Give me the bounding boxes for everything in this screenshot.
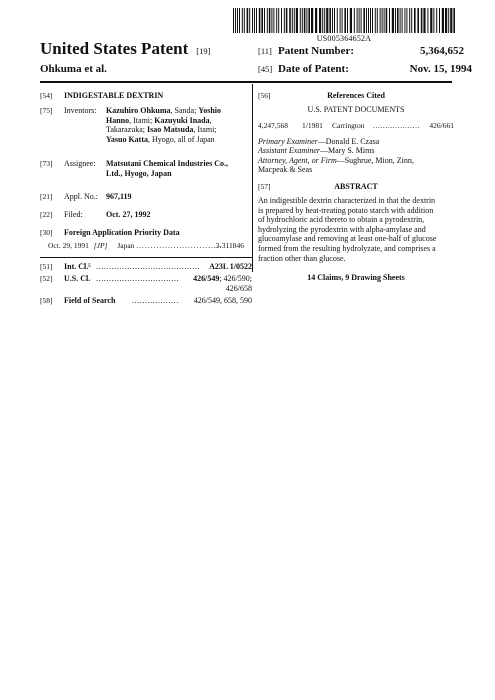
filed-field: [40, 210, 240, 222]
inventor-short: Ohkuma et al.: [40, 63, 107, 75]
barcode-bar: [436, 8, 437, 33]
patent-number-tag: [11]: [258, 46, 272, 56]
attorney-line-2: Macpeak & Seas: [258, 165, 313, 175]
barcode-bar: [261, 8, 263, 33]
assignee-field: [40, 159, 240, 184]
barcode-bar: [252, 8, 253, 33]
barcode-bar: [395, 8, 396, 33]
reference-number: 4,247,568: [258, 120, 288, 130]
barcode-bar: [237, 8, 238, 33]
barcode-bar: [247, 8, 249, 33]
barcode-bar: [402, 8, 403, 33]
barcode-bar: [286, 8, 288, 33]
barcode-bar: [361, 8, 362, 33]
abstract-line: formed from the resulting hydrolyzate, and comprises a: [258, 243, 436, 253]
barcode-bar: [386, 8, 388, 33]
barcode-bar: [421, 8, 423, 33]
barcode-bar: [276, 8, 277, 33]
int-cl-label: Int. Cl.⁵: [64, 262, 91, 271]
title-tag: [19]: [196, 46, 211, 56]
field-tag: [56]: [258, 91, 271, 100]
barcode-bar: [404, 8, 405, 33]
foreign-priority-field: [40, 228, 244, 254]
barcode-bar: [375, 8, 376, 33]
patent-number-label: Patent Number:: [278, 45, 355, 57]
barcode-bar: [235, 8, 236, 33]
us-cl-field: [52] U.S. Cl. ................................ 426/549; 426/590; 426/658: [40, 274, 252, 293]
barcode-bar: [433, 8, 434, 33]
foreign-priority-row: Oct. 29, 1991 [JP] Japan .............................. 3-311846: [48, 241, 244, 250]
appl-no-value: 967,119: [106, 192, 132, 201]
us-cl-label: U.S. Cl.: [64, 274, 91, 283]
barcode-bar: [372, 8, 373, 33]
field-tag: [73]: [40, 159, 53, 168]
field-tag: [52]: [40, 274, 53, 283]
barcode-bar: [337, 8, 338, 33]
references-subheading: U.S. PATENT DOCUMENTS: [307, 105, 405, 114]
barcode-bar: [273, 8, 274, 33]
barcode-bar: [389, 8, 390, 33]
barcode-bar: [284, 8, 285, 33]
barcode-bar: [439, 8, 440, 33]
barcode-bar: [306, 8, 307, 33]
field-tag: [21]: [40, 192, 53, 201]
date-of-patent-row: [258, 63, 472, 75]
patent-date: Nov. 15, 1994: [409, 63, 472, 75]
references-heading-row: [258, 91, 454, 103]
barcode-bar: [329, 8, 331, 33]
barcode-bar: [239, 8, 240, 33]
us-cl-value-2: 426/658: [225, 284, 252, 293]
inventor-line: Yasuo Katta, Hyogo, all of Japan: [106, 134, 215, 144]
barcode-bar: [382, 8, 383, 33]
barcode-bar: [242, 8, 243, 33]
appl-no-field: [40, 192, 240, 204]
abstract-heading-row: [258, 182, 454, 194]
field-tag: [30]: [40, 228, 53, 237]
barcode-bar: [311, 8, 313, 33]
barcode-bar: [409, 8, 410, 33]
foreign-heading: Foreign Application Priority Data: [64, 228, 180, 237]
barcode-bar: [359, 8, 360, 33]
barcode-bar: [417, 8, 419, 33]
barcode-bar: [340, 8, 341, 33]
barcode-bar: [302, 8, 303, 33]
barcode-bar: [254, 8, 255, 33]
barcode-bar: [380, 8, 381, 33]
barcode-bar: [334, 8, 335, 33]
patent-number: 5,364,652: [420, 45, 464, 57]
right-column: [258, 91, 454, 283]
appl-no-label: Appl. No.:: [64, 192, 98, 201]
barcode-bar: [256, 8, 257, 33]
barcode-bar: [315, 8, 317, 33]
abstract-line: glucoamylase and removing at least one-half of glucose: [258, 234, 437, 244]
barcode-bar: [430, 8, 432, 33]
barcode-bar: [363, 8, 365, 33]
int-cl-field: [51] Int. Cl.⁵ ........................................ A23L 1/0522: [40, 262, 252, 271]
column-divider: [252, 84, 253, 272]
barcode-bar: [453, 8, 455, 33]
barcode-bar: [300, 8, 301, 33]
barcode-bar: [278, 8, 279, 33]
date-tag: [45]: [258, 64, 273, 74]
int-cl-value: A23L 1/0522: [209, 262, 252, 271]
abstract-line: An indigestible dextrin characterized in that the dextrin: [258, 195, 436, 205]
barcode-bar: [354, 8, 355, 33]
barcode-bar: [324, 8, 325, 33]
reference-class: 426/661: [429, 120, 454, 130]
barcode-number: US005364652A: [316, 34, 372, 43]
barcode-bar: [322, 8, 323, 33]
field-of-search: [58] Field of Search .................. 426/549, 658, 590: [40, 296, 252, 305]
barcode-bar: [233, 8, 234, 33]
inventor-line: Kazuhiro Ohkuma, Sanda; Yoshio: [106, 106, 222, 115]
reference-date: 1/1981: [302, 120, 323, 130]
barcode-bar: [259, 8, 261, 33]
barcode-bar: [271, 8, 272, 33]
barcode-bar: [357, 8, 358, 33]
abstract-line: of hydrochloric acid thereto to obtain a pyrodextrin,: [258, 215, 425, 225]
barcode-bar: [249, 8, 250, 33]
search-label: Field of Search: [64, 296, 116, 305]
us-cl-value: 426/549: [193, 274, 220, 283]
barcode-bar: [370, 8, 371, 33]
abstract-body: [258, 196, 454, 263]
assignee-location: Ltd., Hyogo, Japan: [106, 168, 172, 178]
primary-examiner: Primary Examiner—Donald E. Czasa: [258, 136, 380, 146]
abstract-line: hydrolyzing the pyrodextrin with alpha-amylase and: [258, 224, 426, 234]
field-tag: [54]: [40, 91, 53, 100]
header-rule: [40, 81, 452, 83]
inventors-label: Inventors:: [64, 106, 97, 115]
barcode-bar: [448, 8, 449, 33]
title-field: [40, 91, 240, 103]
inventor-line: Takarazuka; Isao Matsuda, Itami;: [106, 125, 217, 135]
search-value: 426/549, 658, 590: [193, 296, 252, 305]
barcode-bar: [368, 8, 369, 33]
filed-label: Filed:: [64, 210, 83, 219]
barcode-bar: [350, 8, 352, 33]
barcode-bar: [347, 8, 348, 33]
claims-summary: 14 Claims, 9 Drawing Sheets: [307, 273, 405, 283]
field-tag: [58]: [40, 296, 53, 305]
inventors-list: [106, 106, 246, 144]
barcode-bar: [292, 8, 293, 33]
barcode-bar: [342, 8, 343, 33]
left-divider: [40, 257, 252, 258]
barcode-bar: [384, 8, 385, 33]
barcode-bar: [377, 8, 378, 33]
assignee-name: Matsutani Chemical Industries Co.,: [106, 159, 229, 168]
barcode-bar: [406, 8, 407, 33]
barcode-bar: [296, 8, 298, 33]
barcode-bar: [319, 8, 321, 33]
barcode-bar: [304, 8, 306, 33]
field-tag: [22]: [40, 210, 53, 219]
barcode-bar: [427, 8, 428, 33]
barcode-bar: [294, 8, 295, 33]
assistant-examiner: Assistant Examiner—Mary S. Mims: [258, 146, 375, 156]
abstract-line: fraction other than glucose.: [258, 253, 346, 263]
barcode-bar: [400, 8, 401, 33]
barcode-bar: [267, 8, 268, 33]
barcode-bar: [366, 8, 367, 33]
barcode-bar: [344, 8, 346, 33]
left-column: [40, 91, 252, 307]
field-tag: [51]: [40, 262, 53, 271]
abstract-heading: ABSTRACT: [334, 181, 378, 191]
barcode-bar: [326, 8, 328, 33]
references-heading: References Cited: [327, 91, 385, 100]
barcode-bar: [244, 8, 245, 33]
barcode-bar: [269, 8, 271, 33]
inventor-line: Hanno, Itami; Kazuyuki Inada,: [106, 115, 212, 125]
field-tag: [57]: [258, 181, 271, 191]
patent-title: United States Patent [19]: [40, 39, 211, 58]
filed-date: Oct. 27, 1992: [106, 210, 151, 219]
barcode-bar: [264, 8, 265, 33]
abstract-line: is prepared by heat-treating potato starch with addition: [258, 205, 434, 215]
barcode-bar: [289, 8, 291, 33]
barcode-bar: [445, 8, 447, 33]
reference-name: Carrington: [332, 120, 365, 130]
barcode-bar: [450, 8, 452, 33]
barcode-bar: [397, 8, 399, 33]
reference-row: 4,247,568 1/1981 Carrington ................... 426/661: [258, 120, 454, 130]
barcode-bar: [411, 8, 412, 33]
barcode-image: [233, 8, 455, 33]
date-label: Date of Patent:: [278, 63, 349, 75]
barcode-bar: [423, 8, 425, 33]
assignee-label: Assignee:: [64, 159, 96, 168]
barcode-bar: [442, 8, 444, 33]
barcode-bar: [308, 8, 310, 33]
barcode-bar: [392, 8, 394, 33]
patent-number-row: [258, 45, 464, 57]
invention-title: INDIGESTABLE DEXTRIN: [64, 91, 164, 100]
barcode-bar: [332, 8, 333, 33]
barcode-bar: [281, 8, 282, 33]
field-tag: [75]: [40, 106, 53, 115]
inventors-field: [40, 106, 240, 152]
attorney: Attorney, Agent, or Firm—Sughrue, Mion, Zinn,: [258, 155, 414, 165]
barcode-bar: [414, 8, 416, 33]
